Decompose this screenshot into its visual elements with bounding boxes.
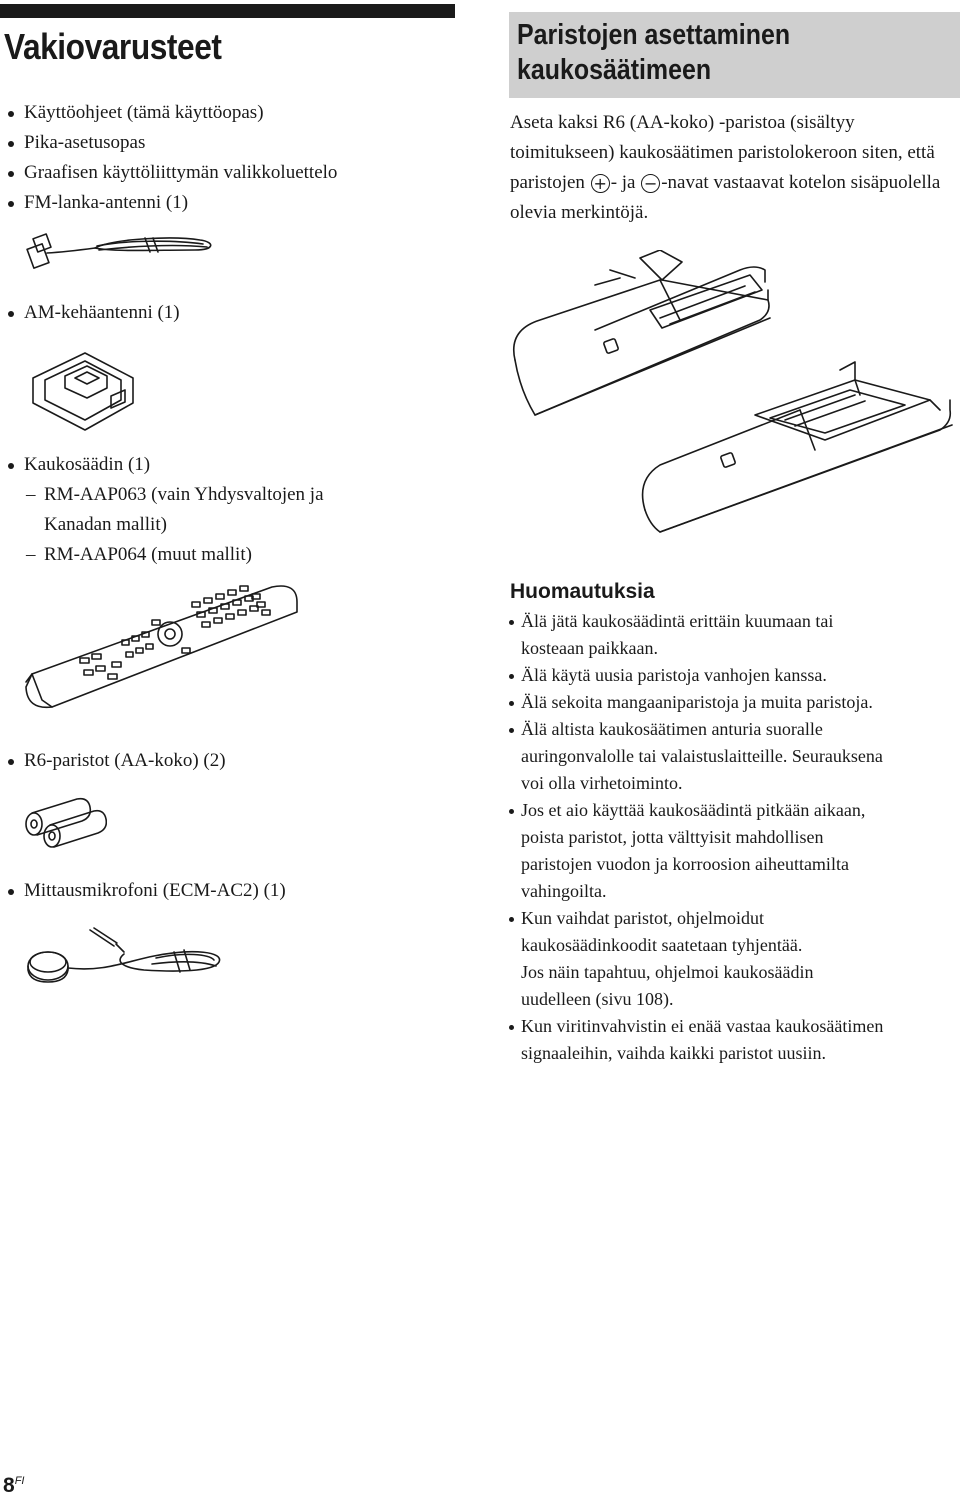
remote-item <box>4 450 484 570</box>
list-item: Älä jätä kaukosäädintä erittäin kuumaan tai kosteaan paikkaan. <box>508 608 960 662</box>
am-loop-antenna-illustration <box>25 348 140 433</box>
accessory-list-4 <box>4 876 484 906</box>
remote-battery-compartment-illustration <box>510 250 960 540</box>
region-code: FI <box>14 1475 25 1487</box>
list-item: Älä käytä uusia paristoja vanhojen kanssa. <box>508 662 960 689</box>
top-rule <box>0 4 455 18</box>
remote-model-1: – RM-AAP063 (vain Yhdysvaltojen ja Kanadan mallit) <box>26 484 324 535</box>
measurement-microphone-illustration <box>24 922 229 990</box>
aa-batteries-illustration <box>22 795 107 850</box>
list-item: Käyttöohjeet (tämä käyttöopas) <box>4 98 484 128</box>
section-heading-line-2: kaukosäätimeen <box>517 54 712 86</box>
list-item: Älä altista kaukosäätimen anturia suoralle auringonvalolle tai valaistuslaitteille. Seurauksena voi olla virhetoiminto. <box>508 716 960 797</box>
remote-model-2: – RM-AAP064 (muut mallit) <box>26 544 252 565</box>
list-item: Pika-asetusopas <box>4 128 484 158</box>
list-item: R6-paristot (AA-koko) (2) <box>4 746 484 776</box>
list-item: Kaukosäädin (1) <box>4 450 484 480</box>
accessory-list-1 <box>4 98 484 218</box>
list-item: Älä sekoita mangaaniparistoja ja muita paristoja. <box>508 689 960 716</box>
section-heading-line-1: Paristojen asettaminen <box>517 19 791 51</box>
list-item: Kun viritinvahvistin ei enää vastaa kaukosäätimen signaaleihin, vaihda kaikki paristot uusiin. <box>508 1013 960 1067</box>
list-item: FM-lanka-antenni (1) <box>4 188 484 218</box>
section-heading-box <box>509 12 960 98</box>
notes-title: Huomautuksia <box>510 580 655 603</box>
plus-symbol-icon: + <box>591 174 610 193</box>
minus-symbol-icon: − <box>641 174 660 193</box>
page-number: $8^{FI}$ <box>3 1474 25 1497</box>
list-item: Mittausmikrofoni (ECM-AC2) (1) <box>4 876 484 906</box>
page-title: Vakiovarusteet <box>4 26 222 67</box>
fm-wire-antenna-illustration <box>25 228 225 278</box>
remote-control-illustration <box>22 582 302 712</box>
notes-list <box>508 608 960 1067</box>
accessory-list-2 <box>4 298 484 328</box>
list-item: Kun vaihdat paristot, ohjelmoidut kaukosäädinkoodit saatetaan tyhjentää. Jos näin tapahtuu, ohjelmoi kaukosäädin uudelleen (sivu 108). <box>508 905 960 1013</box>
list-item: AM-kehäantenni (1) <box>4 298 484 328</box>
section-heading <box>517 18 947 88</box>
list-item: Graafisen käyttöliittymän valikkoluettelo <box>4 158 484 188</box>
battery-instructions: Aseta kaksi R6 (AA-koko) -paristoa (sisältyy toimitukseen) kaukosäätimen paristolokeroon siten, että paristojen + - ja − -navat vastaavat kotelon sisäpuolella olevia merkintöjä. <box>510 112 941 223</box>
list-item: Jos et aio käyttää kaukosäädintä pitkään aikaan, poista paristot, jotta välttyisit mahdollisen paristojen vuodon ja korroosion aiheuttamilta vahingoilta. <box>508 797 960 905</box>
accessory-list-3 <box>4 746 484 776</box>
